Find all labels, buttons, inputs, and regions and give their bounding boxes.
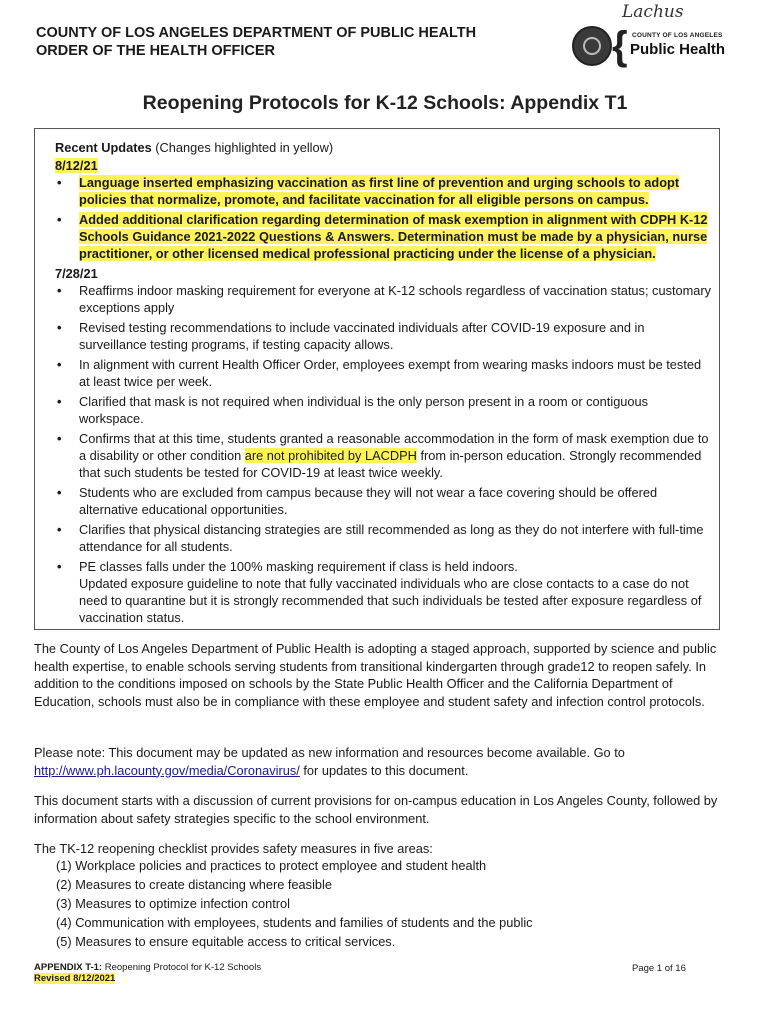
discussion-paragraph: This document starts with a discussion of current provisions for on-campus education in Los Angeles County, followed by information about safety strategies specific to the school environment. <box>34 793 718 826</box>
update-list-1 <box>55 174 715 262</box>
handwritten-signature: Lachus <box>622 2 684 22</box>
list-item: • Clarified that mask is not required when individual is the only person present in a room or contiguous workspace. <box>57 394 649 426</box>
update-continuation: Updated exposure guideline to note that fully vaccinated individuals who are close contacts to a case do not need to quarantine but it is strongly recommended that such individuals be tested after exposure regardless of vaccination status. <box>79 576 702 625</box>
list-item: • Students who are excluded from campus because they will not wear a face covering should be offered alternative educational opportunities. <box>57 485 658 517</box>
list-item: • PE classes falls under the 100% masking requirement if class is held indoors. <box>57 559 518 574</box>
recent-updates-heading <box>55 139 715 156</box>
update-note-paragraph: Please note: This document may be updated as new information and resources become available. Go to http://www.ph.lacounty.gov/media/Coronavirus/ for updates to this document. <box>34 745 625 778</box>
recent-updates-box <box>34 128 720 630</box>
list-item: (4) Communication with employees, students and families of students and the public <box>56 915 533 930</box>
list-item: • Clarifies that physical distancing strategies are still recommended as long as they do not interfere with full-time attendance for all students. <box>57 522 704 554</box>
logo-mark-icon: { <box>612 24 628 68</box>
recent-updates-label: Recent Updates <box>55 140 152 155</box>
county-seal-icon <box>572 26 612 66</box>
list-item: • In alignment with current Health Officer Order, employees exempt from wearing masks indoors must be tested at least twice per week. <box>57 357 702 389</box>
list-item: (5) Measures to ensure equitable access to critical services. <box>56 934 396 949</box>
update-list-2 <box>55 282 715 575</box>
update-date-2: 7/28/21 <box>55 266 98 281</box>
logo-title: Public Health <box>630 41 726 58</box>
header-line-2: ORDER OF THE HEALTH OFFICER <box>36 43 275 59</box>
public-health-logo <box>612 24 728 68</box>
footer-left <box>34 962 261 984</box>
list-item: • Added additional clarification regarding determination of mask exemption in alignment with CDPH K-12 Schools Guidance 2021-2022 Questions & Answers. Determination must be made by a physician, nurse practitioner, or other licensed medical professional practicing under the license of a physician. <box>57 212 708 261</box>
list-item: • Confirms that at this time, students granted a reasonable accommodation in the form of mask exemption due to a disability or other condition are not prohibited by LACDPH from in-person education. Strongly recommended that such students be tested for COVID-19 at least twice weekly. <box>57 431 709 480</box>
checklist-intro: The TK-12 reopening checklist provides safety measures in five areas: <box>34 841 433 856</box>
list-item: • Reaffirms indoor masking requirement for everyone at K-12 schools regardless of vaccination status; customary exceptions apply <box>57 283 712 315</box>
footer-revised: Revised 8/12/2021 <box>34 973 116 984</box>
footer-text: Reopening Protocol for K-12 Schools <box>104 962 262 973</box>
highlighted-phrase: are not prohibited by LACDPH <box>244 448 417 463</box>
document-header <box>36 24 476 60</box>
logo-subtitle: COUNTY OF LOS ANGELES <box>632 32 723 39</box>
page-number: Page 1 of 16 <box>632 963 686 974</box>
document-title: Reopening Protocols for K-12 Schools: Appendix T1 <box>142 92 628 114</box>
intro-paragraph: The County of Los Angeles Department of Public Health is adopting a staged approach, supported by science and public health expertise, to enable schools serving students from transitional kindergarten through grade12 to reopen safely. In addition to the conditions imposed on schools by the State Public Health Officer and the California Department of Education, schools must also be in compliance with these employee and student safety and infection control protocols. <box>34 641 717 709</box>
recent-updates-note: (Changes highlighted in yellow) <box>155 140 334 155</box>
list-item: (3) Measures to optimize infection control <box>56 896 290 911</box>
footer-label: APPENDIX T-1: <box>34 962 103 973</box>
list-item: • Revised testing recommendations to include vaccinated individuals after COVID-19 exposure and in surveillance testing programs, if testing capacity allows. <box>57 320 645 352</box>
list-item: • Language inserted emphasizing vaccination as first line of prevention and urging schools to adopt policies that normalize, promote, and facilitate vaccination for all eligible persons on campus. <box>57 175 680 207</box>
safety-areas-list <box>56 856 533 951</box>
coronavirus-link[interactable]: http://www.ph.lacounty.gov/media/Coronavirus/ <box>34 762 300 778</box>
list-item: (2) Measures to create distancing where feasible <box>56 877 332 892</box>
header-line-1: COUNTY OF LOS ANGELES DEPARTMENT OF PUBLIC HEALTH <box>36 25 477 41</box>
list-item: (1) Workplace policies and practices to protect employee and student health <box>56 858 487 873</box>
update-date-1: 8/12/21 <box>55 158 98 173</box>
